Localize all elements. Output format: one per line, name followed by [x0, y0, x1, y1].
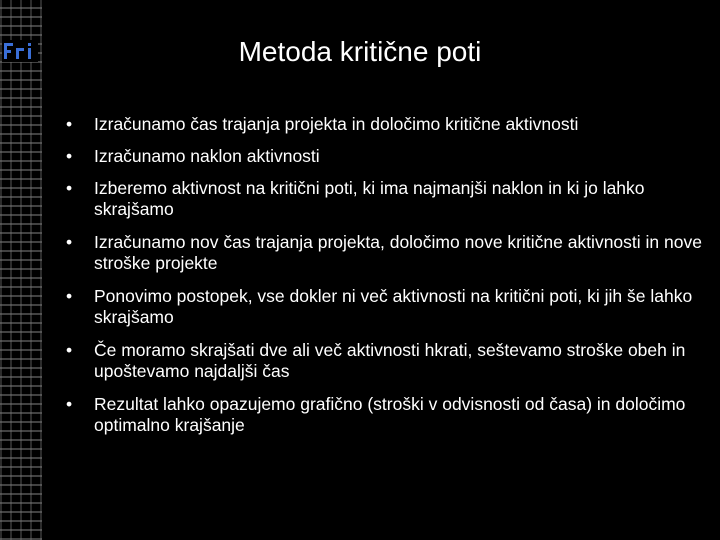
bullet-item: [62, 286, 712, 328]
bullet-text: Izračunamo čas trajanja projekta in določimo kritične aktivnosti: [94, 114, 579, 134]
bullet-item: [62, 232, 712, 274]
bullet-list: [62, 114, 712, 436]
bullet-icon: •: [66, 286, 73, 306]
bullet-text: Če moramo skrajšati dve ali več aktivnosti hkrati, seštevamo stroške obeh in upoštevamo najdaljši čas: [94, 340, 686, 381]
bullet-text: Izberemo aktivnost na kritični poti, ki ima najmanjši naklon in ki jo lahko skrajšamo: [94, 178, 645, 219]
bullet-icon: •: [66, 178, 73, 198]
bullet-icon: •: [66, 146, 73, 166]
bullet-icon: •: [66, 394, 73, 414]
bullet-item: [62, 114, 712, 135]
bullet-text: Rezultat lahko opazujemo grafično (stroški v odvisnosti od časa) in določimo optimalno krajšanje: [94, 394, 686, 435]
decorative-pattern-strip: [0, 0, 42, 540]
bullet-item: [62, 178, 712, 220]
bullet-icon: •: [66, 232, 73, 252]
bullet-text: Izračunamo naklon aktivnosti: [94, 146, 320, 166]
bullet-text: Ponovimo postopek, vse dokler ni več aktivnosti na kritični poti, ki jih še lahko skrajšamo: [94, 286, 693, 327]
fri-logo-icon: [2, 40, 38, 62]
slide-title: Metoda kritične poti: [238, 36, 482, 67]
bullet-item: [62, 394, 712, 436]
bullet-icon: •: [66, 340, 73, 360]
bullet-icon: •: [66, 114, 73, 134]
bullet-item: [62, 146, 712, 167]
bullet-item: [62, 340, 712, 382]
bullet-text: Izračunamo nov čas trajanja projekta, določimo nove kritične aktivnosti in nove stroške projekte: [94, 232, 702, 273]
